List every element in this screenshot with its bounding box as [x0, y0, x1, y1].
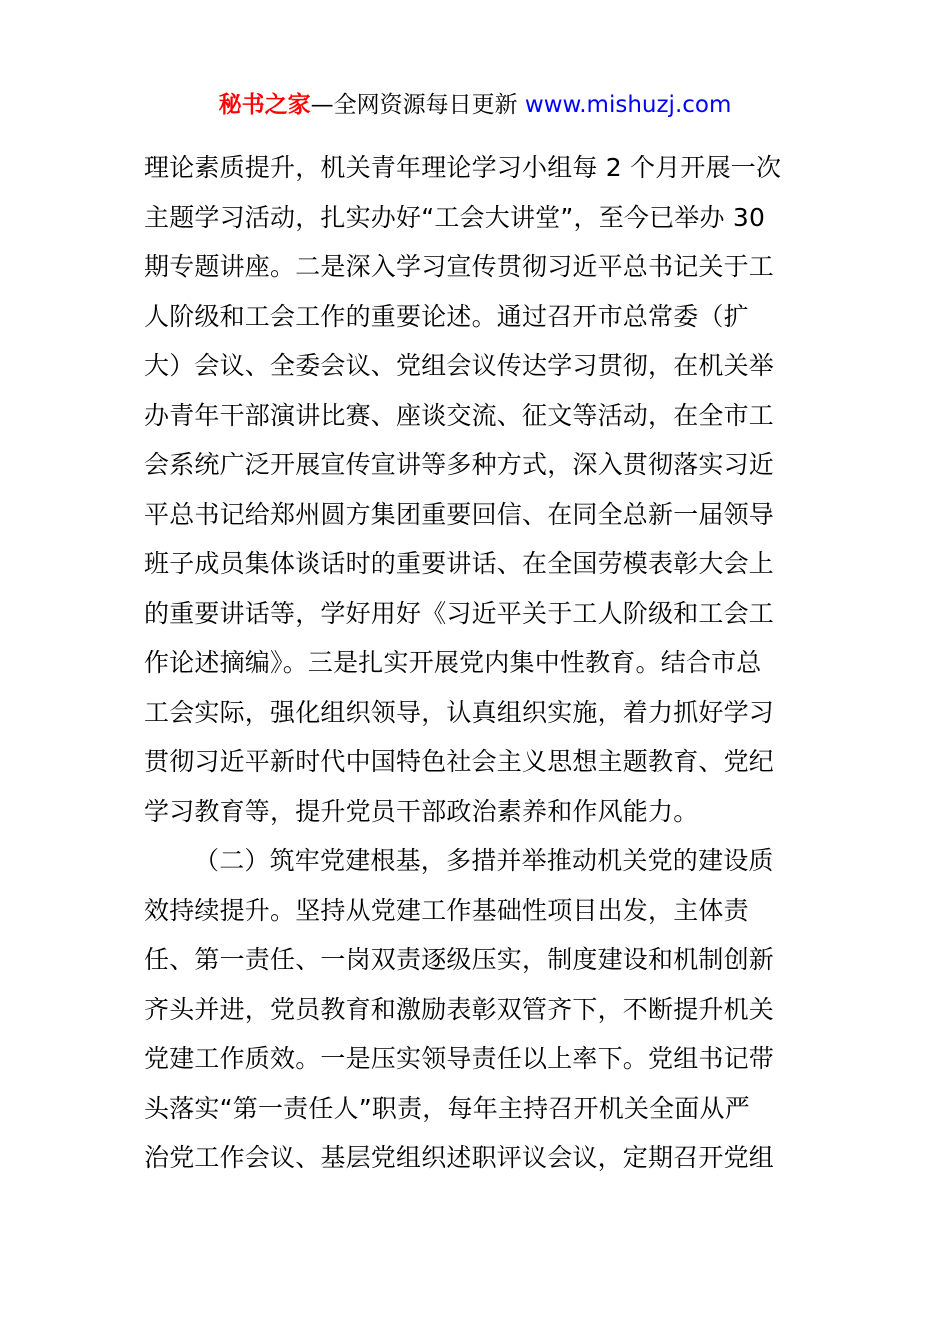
text-line: 效持续提升。坚持从党建工作基础性项目出发，主体责 [144, 895, 749, 925]
text-line: 主题学习活动，扎实办好“工会大讲堂”，至今已举办 30 [144, 202, 766, 232]
text-line: 任、第一责任、一岗双责逐级压实，制度建设和机制创新 [144, 945, 775, 974]
section-heading-line: （二）筑牢党建根基，多措并举推动机关党的建设质 [194, 846, 774, 875]
site-header [0, 88, 950, 122]
text-line: 办青年干部演讲比赛、座谈交流、征文等活动，在全市工 [144, 400, 775, 430]
text-line: 平总书记给郑州圆方集团重要回信、在同全总新一届领导 [144, 499, 775, 529]
text-line: 理论素质提升，机关青年理论学习小组每 2 个月开展一次 [144, 153, 782, 182]
text-line: 工会实际，强化组织领导，认真组织实施，着力抓好学习 [144, 697, 775, 727]
site-tagline: —全网资源每日更新 [310, 92, 525, 118]
text-line: 党建工作质效。一是压实领导责任以上率下。党组书记带 [144, 1044, 775, 1073]
text-line: 人阶级和工会工作的重要论述。通过召开市总常委（扩 [144, 301, 749, 331]
text-line: 学习教育等，提升党员干部政治素养和作风能力。 [144, 796, 699, 826]
text-line: 治党工作会议、基层党组织述职评议会议，定期召开党组 [144, 1143, 775, 1172]
site-url-link[interactable]: www.mishuzj.com [524, 92, 732, 118]
text-line: 贯彻习近平新时代中国特色社会主义思想主题教育、党纪 [144, 747, 775, 776]
text-line: 班子成员集体谈话时的重要讲话、在全国劳模表彰大会上 [144, 549, 775, 578]
text-line: 期专题讲座。二是深入学习宣传贯彻习近平总书记关于工 [144, 252, 775, 281]
document-body [144, 148, 824, 1188]
text-line: 会系统广泛开展宣传宣讲等多种方式，深入贯彻落实习近 [144, 450, 775, 479]
text-line: 头落实“第一责任人”职责，每年主持召开机关全面从严 [144, 1093, 750, 1123]
text-line: 大）会议、全委会议、党组会议传达学习贯彻，在机关举 [144, 351, 775, 380]
text-line: 齐头并进，党员教育和激励表彰双管齐下，不断提升机关 [144, 994, 775, 1024]
text-line: 作论述摘编》。三是扎实开展党内集中性教育。结合市总 [144, 648, 762, 677]
site-brand: 秘书之家 [218, 92, 311, 118]
text-line: 的重要讲话等，学好用好《习近平关于工人阶级和工会工 [144, 598, 775, 628]
